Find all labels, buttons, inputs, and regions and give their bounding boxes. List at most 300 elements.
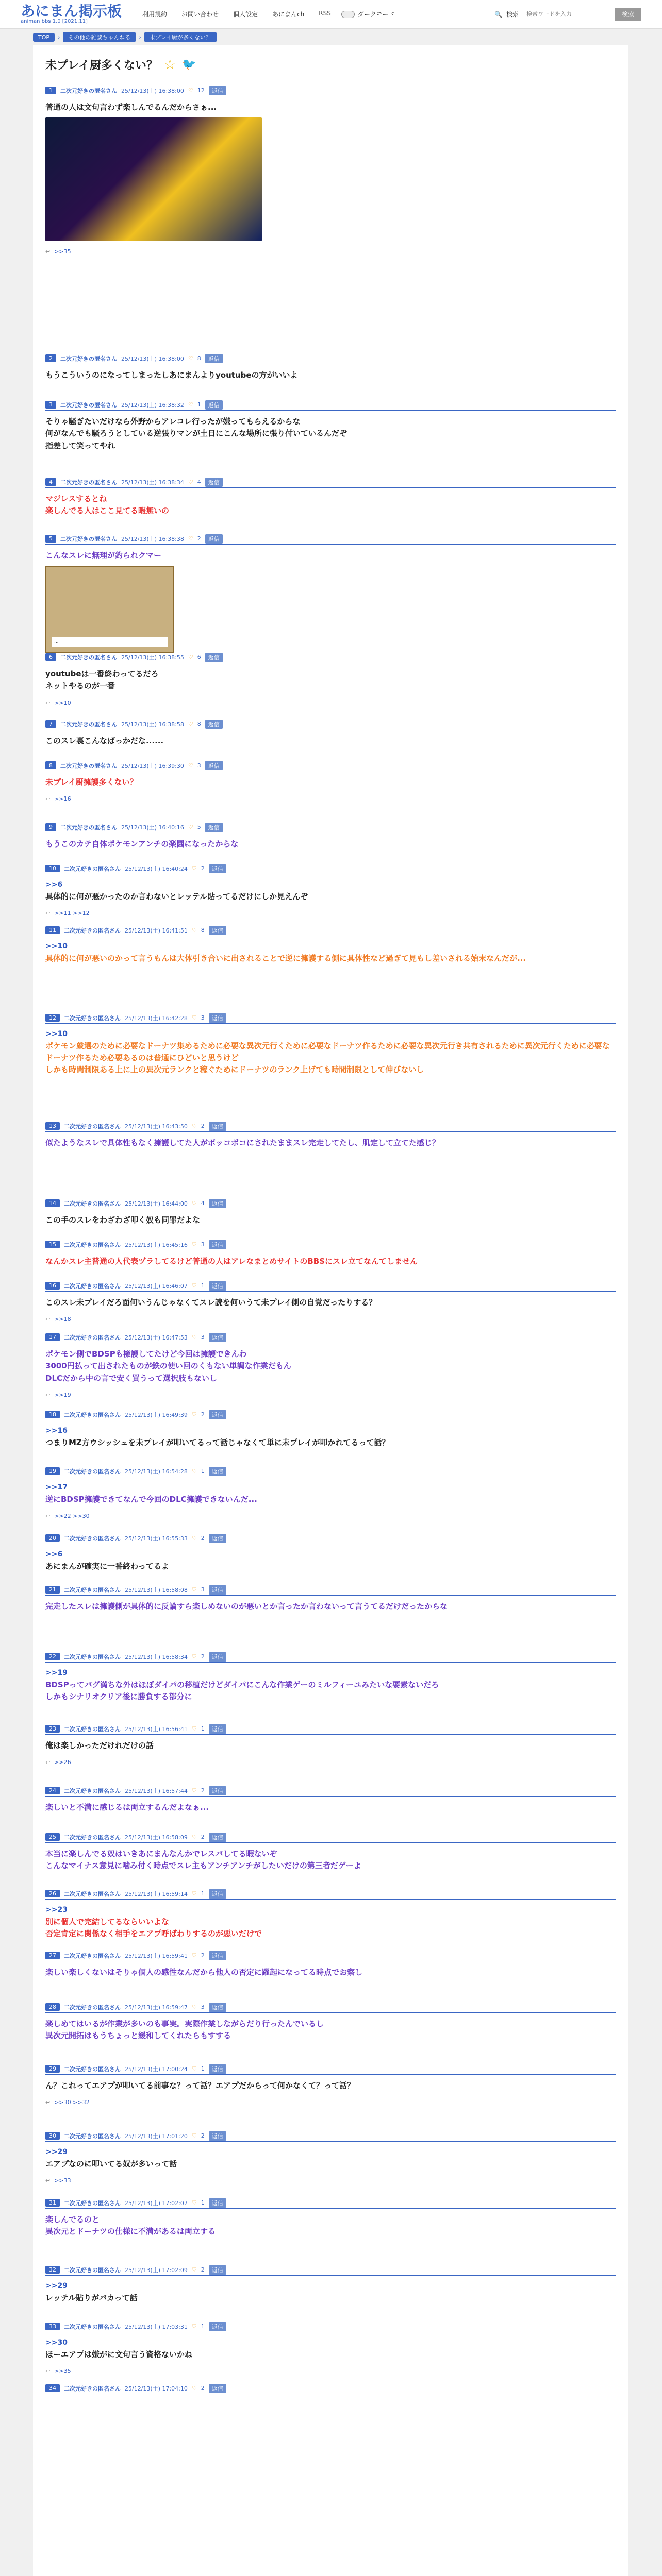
post [40,2317,621,2379]
post [40,2059,621,2126]
post-number[interactable]: 24 [45,1787,60,1794]
poster-name: 二次元好きの匿名さん [60,721,117,728]
like-count: 4 [201,1200,205,1207]
post-number[interactable]: 18 [45,1411,60,1418]
twitter-icon[interactable]: 🐦 [182,58,196,71]
reply-anchor[interactable]: >>6 [45,880,63,889]
like-count: 3 [197,762,201,769]
like-count: 1 [201,1468,205,1475]
poster-name: 二次元好きの匿名さん [64,2266,121,2274]
reply-anchor[interactable]: >>30 [45,2338,68,2347]
post-header [45,2063,616,2075]
poster-name: 二次元好きの匿名さん [64,1282,121,1290]
breadcrumb-category[interactable]: その他の雑談ちゃんねる [63,32,136,42]
post-line: しかも時間制限ある上に上の異次元ランクと稼ぐためにドーナツのランク上げても時間制限として伸びないし [45,1065,424,1075]
poster-name: 二次元好きの匿名さん [64,1200,121,1207]
post [40,1328,621,1405]
reply-links[interactable]: >>11 >>12 [54,909,90,917]
post-line: ネットやるのが一番 [45,681,115,691]
post [40,818,621,859]
reply-anchor[interactable]: >>17 [45,1483,68,1492]
reply-icon: ↩ [45,909,51,917]
post-number[interactable]: 19 [45,1467,60,1475]
post-number[interactable]: 1 [45,87,56,94]
heart-icon[interactable]: ♡ [191,1411,197,1418]
post-date: 25/12/13(土) 16:46:07 [125,1282,188,1290]
heart-icon[interactable]: ♡ [191,2065,197,2072]
reply-anchor[interactable]: >>16 [45,1427,68,1435]
like-count: 2 [201,2266,205,2273]
post-body [45,1668,616,1703]
post-number[interactable]: 23 [45,1725,60,1733]
poster-name: 二次元好きの匿名さん [64,1014,121,1022]
reply-button[interactable]: 返信 [205,534,223,544]
reply-links[interactable]: >>16 [54,795,71,803]
post-line: 俺は楽しかっただけれだけの話 [45,1741,154,1750]
heart-icon[interactable]: ♡ [188,535,193,542]
star-icon[interactable]: ☆ [164,57,176,73]
heart-icon[interactable]: ♡ [191,1468,197,1475]
reply-button[interactable]: 返信 [209,1199,226,1208]
reply-button[interactable]: 返信 [209,86,226,95]
poster-name: 二次元好きの匿名さん [64,2385,121,2392]
search-input[interactable] [523,8,610,21]
like-count: 2 [201,865,205,872]
post-line: このスレ裏こんなばっかだな...... [45,736,164,745]
post-line: エアプなのに叩いてる奴が多いって話 [45,2159,177,2168]
post-body [45,1482,616,1505]
post-number[interactable]: 21 [45,1586,60,1594]
heart-icon[interactable]: ♡ [191,1952,197,1959]
poster-name: 二次元好きの匿名さん [64,2199,121,2207]
reply-anchor[interactable]: >>19 [45,1669,68,1677]
post [40,1116,621,1194]
post [40,1997,621,2059]
reply-button[interactable]: 返信 [209,1724,226,1734]
post-replies [45,2177,616,2184]
like-count: 2 [201,2385,205,2392]
like-count: 12 [197,87,205,94]
reply-button[interactable]: 返信 [205,653,223,662]
post-line: しかもシナリオクリア後に勝負する部分に [45,1691,192,1701]
post-header [45,1832,616,1843]
post-header [45,2002,616,2013]
post-header [45,1121,616,1132]
like-count: 2 [197,535,201,542]
post-line: 具体的に何が悪かったのか言わないとレッテル貼ってるだけにしか見えんぞ [45,891,308,901]
post-line: ポケモン側でBDSPも擁護してたけど今回は擁護できんわ [45,1349,247,1359]
breadcrumb-top[interactable]: TOP [33,33,55,42]
post-line: あにまんが確実に一番終わってるよ [45,1561,169,1571]
post-number[interactable]: 16 [45,1282,60,1290]
toggle-switch[interactable] [341,11,355,18]
post-header [45,2264,616,2276]
post-header [45,1198,616,1209]
post-line: 未プレイ厨擁護多くない？ [45,777,138,787]
post [40,1580,621,1647]
post-number[interactable]: 14 [45,1199,60,1207]
reply-links[interactable]: >>10 [54,699,71,706]
poster-name: 二次元好きの匿名さん [64,1787,121,1794]
post-line: 普通の人は文句言わず楽しんでるんだからさぁ... [45,103,217,112]
nav-animanch[interactable]: あにまんch [272,11,305,18]
post-number[interactable]: 26 [45,1890,60,1897]
logo-text: あにまん掲示板 [21,3,122,20]
post-number[interactable]: 17 [45,1333,60,1341]
reply-button[interactable]: 返信 [209,1240,226,1249]
post-body [45,1214,616,1226]
post-header [45,863,616,874]
poster-name: 二次元好きの匿名さん [60,355,117,362]
post-number[interactable]: 4 [45,478,56,486]
site-header [0,0,662,29]
reply-links[interactable]: >>30 >>32 [54,2099,90,2106]
reply-button[interactable]: 返信 [209,2384,226,2393]
post [40,1405,621,1462]
search-button[interactable]: 検索 [615,8,641,21]
post-line: なんかスレ主普通の人代表ヅラしてるけど普通の人はアレなまとめサイトのBBSにスレ立てなんてしません [45,1257,418,1266]
heart-icon[interactable]: ♡ [191,1334,197,1341]
reply-links[interactable]: >>18 [54,1316,71,1323]
reply-button[interactable]: 返信 [209,1281,226,1291]
reply-links[interactable]: >>26 [54,1759,71,1766]
post-header [45,1239,616,1250]
post-number[interactable]: 11 [45,926,60,934]
heart-icon[interactable]: ♡ [191,1535,197,1541]
reply-button[interactable]: 返信 [209,1889,226,1899]
post-replies [45,1392,616,1398]
post-body [45,2337,616,2361]
reply-button[interactable]: 返信 [209,1951,226,1960]
post-number[interactable]: 32 [45,2266,60,2274]
post-number[interactable]: 20 [45,1534,60,1542]
post [40,1719,621,1781]
reply-button[interactable]: 返信 [209,1410,226,1419]
reply-button[interactable]: 返信 [209,926,226,935]
heart-icon[interactable]: ♡ [191,1586,197,1593]
post-body [45,1297,616,1309]
like-count: 1 [201,1890,205,1897]
nav-settings[interactable]: 個人設定 [233,11,258,18]
post [40,81,621,349]
post-line: この手のスレをわざわざ叩く奴も同罪だよな [45,1215,201,1225]
heart-icon[interactable]: ♡ [191,2385,197,2392]
reply-button[interactable]: 返信 [205,478,223,487]
reply-anchor[interactable]: >>6 [45,1550,63,1558]
reply-button[interactable]: 返信 [205,354,223,363]
reply-button[interactable]: 返信 [209,1833,226,1842]
reply-links[interactable]: >>33 [54,2177,71,2184]
heart-icon[interactable]: ♡ [191,2199,197,2206]
like-count: 8 [201,927,205,934]
heart-icon[interactable]: ♡ [191,2266,197,2273]
poster-name: 二次元好きの匿名さん [64,2004,121,2011]
nav-contact[interactable]: お問い合わせ [181,11,219,18]
post-header [45,925,616,936]
post [40,2126,621,2193]
thread-main [33,45,628,2576]
post-date: 25/12/13(土) 16:47:53 [125,1334,188,1341]
post-header [45,1584,616,1596]
like-count: 3 [201,1014,205,1021]
reply-button[interactable]: 返信 [205,823,223,832]
post-line: ん？これってエアプが叩いてる前事な？って話？エアプだからって何かなくて？って話？ [45,2081,355,2090]
post-number[interactable]: 29 [45,2065,60,2073]
post-number[interactable]: 22 [45,1653,60,1660]
post-body [45,1426,616,1449]
logo-subtext: animan bbs 1.0 [2021.11] [21,19,88,24]
poster-name: 二次元好きの匿名さん [60,87,117,94]
poster-name: 二次元好きの匿名さん [64,1535,121,1542]
post-line: マジレスするとね [45,494,107,503]
post-line: こんなスレに無理が釣られクマー [45,551,162,560]
post-line: 具体的に何が悪いのかって言うもんは大体引き合いに出されることで逆に擁護する側に具体性など過ぎて見もし差いされる始末なんだが... [45,953,526,963]
post-number[interactable]: 27 [45,1952,60,1959]
like-count: 2 [201,1123,205,1129]
heart-icon[interactable]: ♡ [191,1282,197,1289]
post-number[interactable]: 3 [45,401,56,409]
post-number[interactable]: 33 [45,2323,60,2330]
reply-button[interactable]: 返信 [209,2131,226,2141]
chevron-right-icon: › [58,33,60,41]
like-count: 2 [201,1535,205,1541]
post [40,921,621,1008]
poster-name: 二次元好きの匿名さん [64,1123,121,1130]
dark-mode-label: ダークモード [357,11,395,18]
post-number[interactable]: 10 [45,865,60,872]
post-number[interactable]: 6 [45,653,56,661]
reply-anchor[interactable]: >>29 [45,2148,68,2156]
post-line: 異次元開拓はもうちょっと緩和してくれたらもすする [45,2031,231,2041]
post-line: ポケモン厳選のために必要なドーナツ集めるために必要な異次元行くために必要なドーナツ作るために必要な異次元行き共有されるために異次元行くために必要なドーナツ作るため必要あるのは普通にひどいと思うけど [45,1041,610,1062]
post-line: DLCだから中の言で安く買うって選択肢もないし [45,1373,218,1383]
reply-links[interactable]: >>22 >>30 [54,1512,90,1519]
site-logo[interactable] [21,4,122,24]
post-number[interactable]: 31 [45,2199,60,2207]
post-line: 何がなんでも騒ろうとしている逆張りマンが土日にこんな場所に張り付いているんだぞ [45,429,347,438]
post [40,1008,621,1116]
post-header [45,1466,616,1477]
post-body [45,2281,616,2304]
dark-mode-toggle[interactable] [341,10,395,19]
thread-title [45,57,621,73]
post-line: 指差して笑ってやれ [45,440,115,450]
post-header [45,1723,616,1735]
post-date: 25/12/13(土) 16:40:16 [121,824,184,831]
reply-button[interactable]: 返信 [209,2064,226,2074]
post-date: 25/12/13(土) 16:38:00 [121,355,184,362]
heart-icon[interactable]: ♡ [191,2004,197,2010]
post-date: 25/12/13(土) 17:03:31 [125,2323,188,2330]
poster-name: 二次元好きの匿名さん [60,824,117,831]
post-number[interactable]: 34 [45,2384,60,2392]
post-header [45,1533,616,1544]
search-label: 検索 [506,11,519,18]
reply-button[interactable]: 返信 [209,1652,226,1662]
post-number[interactable]: 30 [45,2132,60,2140]
heart-icon[interactable]: ♡ [188,401,193,408]
reply-links[interactable]: >>35 [54,248,71,256]
post-number[interactable]: 13 [45,1122,60,1130]
poster-name: 二次元好きの匿名さん [60,654,117,661]
reply-anchor[interactable]: >>23 [45,1906,68,1914]
post-replies [45,2368,616,2375]
heart-icon[interactable]: ♡ [188,87,193,94]
post-header [45,1012,616,1024]
reply-icon: ↩ [45,2099,51,2106]
heart-icon[interactable]: ♡ [191,1787,197,1794]
post-date: 25/12/13(土) 17:04:10 [125,2385,188,2392]
reply-anchor[interactable]: >>10 [45,1030,68,1038]
post [40,715,621,756]
post-date: 25/12/13(土) 16:59:41 [125,1952,188,1959]
reply-icon: ↩ [45,699,51,706]
post-body [45,838,616,850]
heart-icon[interactable]: ♡ [191,1725,197,1732]
like-count: 1 [201,1725,205,1732]
post-number[interactable]: 12 [45,1014,60,1022]
heart-icon[interactable]: ♡ [188,721,193,727]
heart-icon[interactable]: ♡ [188,762,193,769]
post-date: 25/12/13(土) 16:57:44 [125,1787,188,1794]
reply-button[interactable]: 返信 [209,2322,226,2331]
reply-button[interactable]: 返信 [205,720,223,729]
post-body [45,668,616,692]
post [40,472,621,529]
post [40,1647,621,1719]
post-number[interactable]: 25 [45,1833,60,1841]
post [40,648,621,715]
post-header [45,399,616,411]
post-body [45,1905,616,1940]
post-number[interactable]: 28 [45,2003,60,2011]
reply-button[interactable]: 返信 [209,2265,226,2275]
nav-rss[interactable]: RSS [319,10,331,17]
post-number[interactable]: 2 [45,354,56,362]
post-line: 逆にBDSP擁護できてなんで今回のDLC擁護できないんだ... [45,1494,257,1504]
reply-anchor[interactable]: >>29 [45,2282,68,2290]
post [40,1884,621,1946]
post [40,1194,621,1235]
post-date: 25/12/13(土) 16:41:51 [125,927,188,934]
heart-icon[interactable]: ♡ [191,1014,197,1021]
post-body [45,416,616,452]
post-date: 25/12/13(土) 17:01:20 [125,2132,188,2140]
post-body [45,1601,616,1613]
thread-title-text: 未プレイ厨多くない？ [45,59,158,72]
heart-icon[interactable]: ♡ [191,865,197,872]
like-count: 5 [197,824,201,831]
heart-icon[interactable]: ♡ [191,2132,197,2139]
post-line: 別に個人で完結してるならいいよな [45,1917,170,1926]
post-image[interactable] [45,566,174,653]
poster-name: 二次元好きの匿名さん [64,1411,121,1418]
heart-icon[interactable]: ♡ [191,1834,197,1840]
reply-anchor[interactable]: >>10 [45,942,68,951]
post-body [45,941,616,964]
post-number[interactable]: 9 [45,823,56,831]
reply-button[interactable]: 返信 [209,1534,226,1543]
heart-icon[interactable]: ♡ [188,479,193,485]
heart-icon[interactable]: ♡ [191,927,197,934]
heart-icon[interactable]: ♡ [188,654,193,660]
heart-icon[interactable]: ♡ [191,1653,197,1660]
poster-name: 二次元好きの匿名さん [64,1586,121,1594]
reply-button[interactable]: 返信 [205,400,223,410]
poster-name: 二次元好きの匿名さん [64,1334,121,1341]
like-count: 3 [201,1334,205,1341]
heart-icon[interactable]: ♡ [191,1890,197,1897]
post-replies [45,910,616,917]
post-date: 25/12/13(土) 16:49:39 [125,1411,188,1418]
reply-button[interactable]: 返信 [209,1585,226,1595]
post [40,1235,621,1276]
post-number[interactable]: 8 [45,761,56,769]
heart-icon[interactable]: ♡ [191,1241,197,1248]
breadcrumb-thread[interactable]: 未プレイ厨が多くない？ [144,32,217,42]
post-line: こんなマイナス意見に噛み付く時点でスレ主もアンチアンチがしたいだけの第三者だゲーよ [45,1861,361,1871]
post-date: 25/12/13(土) 16:59:47 [125,2004,188,2011]
post-date: 25/12/13(土) 16:38:58 [121,721,184,728]
post-date: 25/12/13(土) 16:38:34 [121,479,184,486]
poster-name: 二次元好きの匿名さん [64,1468,121,1475]
heart-icon[interactable]: ♡ [191,1200,197,1207]
post-number[interactable]: 15 [45,1241,60,1248]
heart-icon[interactable]: ♡ [191,2323,197,2330]
reply-icon: ↩ [45,1316,51,1323]
post-body [45,1029,616,1076]
post-header [45,1409,616,1420]
top-nav [142,10,331,19]
heart-icon[interactable]: ♡ [188,355,193,362]
post-header [45,477,616,488]
post [40,2193,621,2260]
post-line: 楽しい楽しくないはそりゃ個人の感性なんだから他人の否定に躍起になってる時点でお察し [45,1968,363,1977]
reply-button[interactable]: 返信 [209,1013,226,1023]
reply-button[interactable]: 返信 [209,2003,226,2012]
heart-icon[interactable]: ♡ [188,824,193,831]
search-icon: 🔍 [494,10,502,18]
poster-name: 二次元好きの匿名さん [64,1890,121,1897]
post-number[interactable]: 5 [45,535,56,543]
post-line: BDSPってバグ満ちな外はほぼダイパの移植だけどダイパにこんな作業ゲーのミルフィーユみたいな要素ないだろ [45,1680,439,1689]
reply-icon: ↩ [45,1759,51,1766]
post-image[interactable] [45,117,262,241]
reply-button[interactable]: 返信 [209,1333,226,1342]
reply-button[interactable]: 返信 [209,1786,226,1795]
heart-icon[interactable]: ♡ [191,1123,197,1129]
like-count: 1 [197,401,201,408]
poster-name: 二次元好きの匿名さん [60,401,117,409]
reply-button[interactable]: 返信 [209,1467,226,1476]
post-header [45,1950,616,1961]
reply-button[interactable]: 返信 [205,761,223,770]
poster-name: 二次元好きの匿名さん [64,927,121,934]
reply-button[interactable]: 返信 [209,1122,226,1131]
reply-icon: ↩ [45,1391,51,1398]
post-number[interactable]: 7 [45,720,56,728]
post-line: 楽しいと不満に感じるは両立するんだよなぁ... [45,1803,209,1812]
reply-button[interactable]: 返信 [209,864,226,873]
nav-terms[interactable]: 利用規約 [142,11,168,18]
reply-links[interactable]: >>35 [54,2367,71,2375]
reply-button[interactable]: 返信 [209,2198,226,2208]
post-body [45,879,616,903]
post-replies [45,1513,616,1519]
poster-name: 二次元好きの匿名さん [60,479,117,486]
reply-links[interactable]: >>19 [54,1391,71,1398]
post-header [45,2130,616,2142]
